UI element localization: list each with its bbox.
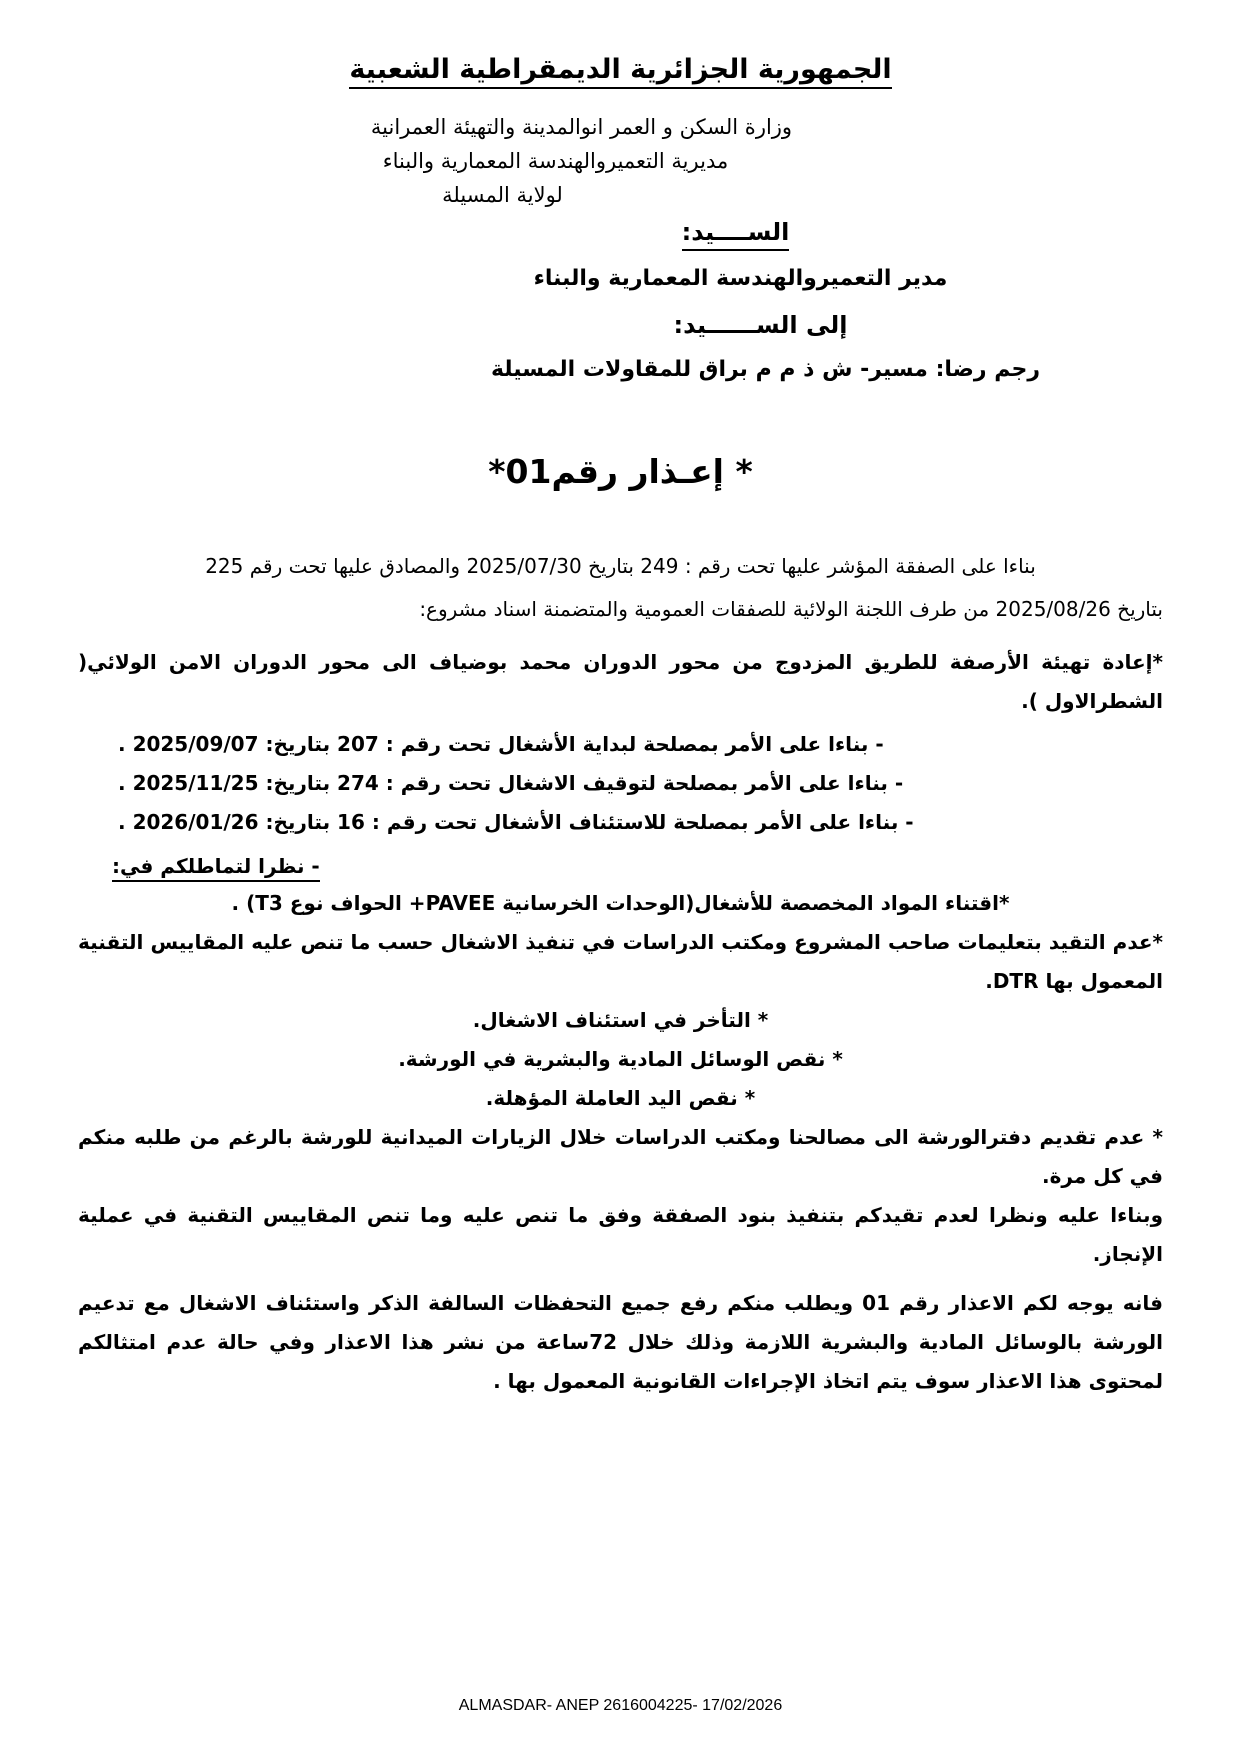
violation-delay-resume: * التأخر في استئناف الاشغال.	[472, 1008, 769, 1033]
sir-label-text: الســــيد:	[682, 218, 790, 251]
closing-paragraph-2: فانه يوجه لكم الاعذار رقم 01 ويطلب منكم رفع جميع التحفظات السالفة الذكر واستئناف الاشغال مع تدعيم الورشة بالوسائل المادية والبشرية اللازمة وذلك خلال 72ساعة من نشر هذا الاعذار وفي حالة عدم امتثالكم لمحتوى هذا الاعذار سوف يتم اتخاذ الإجراءات القانونية المعمول بها .	[78, 1291, 1164, 1394]
spacer-2	[78, 1274, 1163, 1284]
page-title	[78, 52, 1163, 88]
directorate-name: مديرية التعميروالهندسة المعمارية والبناء	[382, 149, 729, 174]
addressing-block	[78, 218, 1163, 382]
violation-no-site-logbook: * عدم تقديم دفترالورشة الى مصالحنا ومكتب الدراسات خلال الزيارات الميدانية للورشة بالرغم من طلبه منكم في كل مرة.	[78, 1125, 1163, 1189]
order-item-stop-works: - بناءا على الأمر بمصلحة لتوقيف الاشغال تحت رقم : 274 بتاريخ: 2025/11/25 .	[118, 771, 904, 796]
ministry-name: وزارة السكن و العمر انوالمدينة والتهيئة العمرانية	[370, 115, 793, 140]
closing-paragraph-1: وبناءا عليه ونظرا لعدم تقيدكم بتنفيذ بنود الصفقة وفق ما تنص عليه وما تنص المقاييس التقنية في عملية الإنجاز.	[78, 1203, 1163, 1267]
delay-heading-text: - نظرا لتماطلكم في:	[112, 854, 320, 882]
order-item-resume-works: - بناءا على الأمر بمصلحة للاستئناف الأشغال تحت رقم : 16 بتاريخ: 2026/01/26 .	[118, 810, 914, 835]
footer-reference: ALMASDAR- ANEP 2616004225- 17/02/2026	[458, 1697, 783, 1714]
intro-line-1: بناءا على الصفقة المؤشر عليها تحت رقم : 249 بتاريخ 2025/07/30 والمصادق عليها تحت رقم 225	[205, 554, 1036, 579]
document-body	[78, 547, 1163, 1401]
violation-lack-resources: * نقص الوسائل المادية والبشرية في الورشة.	[398, 1047, 843, 1072]
republic-title-text: الجمهورية الجزائرية الديمقراطية الشعبية	[349, 54, 891, 89]
project-description: *إعادة تهيئة الأرصفة للطريق المزدوج من محور الدوران محمد بوضياف الى محور الدوران الامن الولائي( الشطرالاول ).	[78, 650, 1163, 714]
order-item-start-works: - بناءا على الأمر بمصلحة لبداية الأشغال تحت رقم : 207 بتاريخ: 2025/09/07 .	[118, 732, 884, 757]
sender-title: مدير التعميروالهندسة المعمارية والبناء	[533, 266, 948, 292]
violation-non-compliance: *عدم التقيد بتعليمات صاحب المشروع ومكتب الدراسات في تنفيذ الاشغال حسب ما تنص عليه المقاييس التقنية المعمول بها DTR.	[78, 930, 1163, 994]
recipient-name: رجم رضا: مسير- ش ذ م م براق للمقاولات المسيلة	[490, 357, 1041, 383]
violation-materials: *اقتناء المواد المخصصة للأشغال(الوحدات الخرسانية PAVEE+ الحواف نوع T3) .	[231, 891, 1010, 916]
sir-label	[78, 218, 1241, 246]
to-sir-label: إلى الســــــيد:	[673, 311, 848, 340]
delay-heading	[78, 854, 1163, 878]
ministry-header	[78, 110, 1163, 212]
intro-line-2: بتاريخ 2025/08/26 من طرف اللجنة الولائية للصفقات العمومية والمتضمنة اسناد مشروع:	[419, 597, 1163, 622]
violation-lack-qualified-labour: * نقص اليد العاملة المؤهلة.	[485, 1086, 756, 1111]
wilaya-name: لولاية المسيلة	[442, 183, 563, 208]
spacer	[78, 633, 1163, 643]
notice-title: * إعـذار رقم01*	[488, 452, 753, 492]
